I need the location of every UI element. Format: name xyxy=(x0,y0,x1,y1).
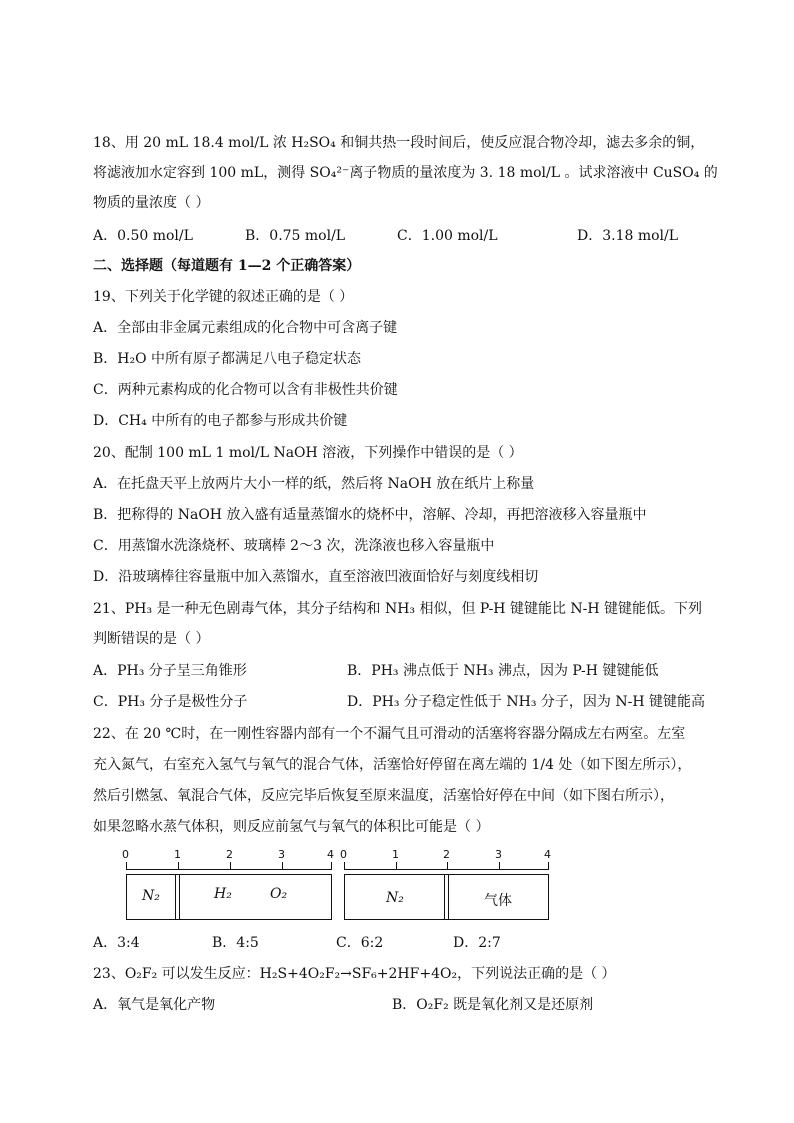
right-scale-rule xyxy=(344,869,548,870)
q20-option-d: D．沿玻璃棒往容量瓶中加入蒸馏水，直至溶液凹液面恰好与刻度线相切 xyxy=(93,569,539,585)
q22-line1: 22、在 20 ℃时，在一刚性容器内部有一个不漏气且可滑动的活塞将容器分隔成左右两室。左室 xyxy=(93,726,686,742)
right-piston xyxy=(444,874,449,920)
right-tick-2: 2 xyxy=(443,848,450,861)
piston-container-diagram xyxy=(118,848,558,928)
left-n2-label: N₂ xyxy=(142,888,160,904)
q23-option-a: A．氧气是氧化产物 xyxy=(93,997,216,1013)
q21-option-b: B．PH₃ 沸点低于 NH₃ 沸点，因为 P-H 键键能低 xyxy=(347,663,659,679)
q18-line1: 18、用 20 mL 18.4 mol/L 浓 H₂SO₄ 和铜共热一段时间后，使反应混合物冷却，滤去多余的铜， xyxy=(93,135,705,151)
q19-option-c: C．两种元素构成的化合物可以含有非极性共价键 xyxy=(93,382,398,398)
q23-option-b: B．O₂F₂ 既是氧化剂又是还原剂 xyxy=(392,997,594,1013)
q19-option-b: B．H₂O 中所有原子都满足八电子稳定状态 xyxy=(93,351,362,367)
q21-option-d: D．PH₃ 分子稳定性低于 NH₃ 分子，因为 N-H 键键能高 xyxy=(347,694,705,710)
q20-option-b: B．把称得的 NaOH 放入盛有适量蒸馏水的烧杯中，溶解、冷却，再把溶液移入容量瓶中 xyxy=(93,507,647,523)
q20-stem: 20、配制 100 mL 1 mol/L NaOH 溶液，下列操作中错误的是（ ） xyxy=(93,445,523,461)
q22-option-c: C．6:2 xyxy=(336,935,384,951)
right-tick-3: 3 xyxy=(495,848,502,861)
left-h2-label: H₂ xyxy=(214,886,232,902)
right-tick-0: 0 xyxy=(340,848,347,861)
left-o2-label: O₂ xyxy=(270,886,288,902)
q22-line3: 然后引燃氢、氧混合气体，反应完毕后恢复至原来温度，活塞恰好停在中间（如下图右所示）， xyxy=(93,788,674,804)
left-tick-1: 1 xyxy=(174,848,181,861)
q23-stem: 23、O₂F₂ 可以发生反应：H₂S+4O₂F₂→SF₆+2HF+4O₂，下列说法正确的是（ ） xyxy=(93,966,616,982)
q19-option-a: A．全部由非金属元素组成的化合物中可含离子键 xyxy=(93,320,398,336)
q21-line1: 21、PH₃ 是一种无色剧毒气体，其分子结构和 NH₃ 相似，但 P-H 键键能比 N-H 键键能低。下列 xyxy=(93,601,703,617)
q19-option-d: D．CH₄ 中所有的电子都参与形成共价键 xyxy=(93,413,348,429)
q18-line3: 物质的量浓度（ ） xyxy=(93,195,210,211)
q19-stem: 19、下列关于化学键的叙述正确的是（ ） xyxy=(93,289,354,305)
q18-line2: 将滤液加水定容到 100 mL，测得 SO₄²⁻离子物质的量浓度为 3. 18 mol/L 。试求溶液中 CuSO₄ 的 xyxy=(93,165,718,181)
right-tick-1: 1 xyxy=(392,848,399,861)
right-gas-label: 气体 xyxy=(484,893,512,909)
right-n2-label: N₂ xyxy=(386,890,404,906)
q21-option-c: C．PH₃ 分子是极性分子 xyxy=(93,694,248,710)
left-tick-4: 4 xyxy=(327,848,334,861)
q21-option-a: A．PH₃ 分子呈三角锥形 xyxy=(93,663,247,679)
q22-option-d: D．2:7 xyxy=(453,935,501,951)
q22-option-b: B．4:5 xyxy=(212,935,259,951)
left-tick-0: 0 xyxy=(122,848,129,861)
left-tick-3: 3 xyxy=(278,848,285,861)
q22-option-a: A．3:4 xyxy=(93,935,140,951)
q21-line2: 判断错误的是（ ） xyxy=(93,631,210,647)
q22-line2: 充入氮气，右室充入氢气与氧气的混合气体，活塞恰好停留在离左端的 1/4 处（如下图左所示）， xyxy=(93,757,692,773)
left-piston xyxy=(175,874,180,920)
q20-option-c: C．用蒸馏水洗涤烧杯、玻璃棒 2～3 次，洗涤液也移入容量瓶中 xyxy=(93,538,495,554)
q18-option-d: D．3.18 mol/L xyxy=(577,228,679,244)
right-tick-4: 4 xyxy=(544,848,551,861)
q18-option-c: C．1.00 mol/L xyxy=(397,228,498,244)
left-tick-2: 2 xyxy=(226,848,233,861)
q20-option-a: A．在托盘天平上放两片大小一样的纸，然后将 NaOH 放在纸片上称量 xyxy=(93,476,535,492)
left-scale-rule xyxy=(126,869,332,870)
q22-line4: 如果忽略水蒸气体积，则反应前氢气与氧气的体积比可能是（ ） xyxy=(93,819,490,835)
section-2-title: 二、选择题（每道题有 1—2 个正确答案） xyxy=(93,258,361,274)
q18-option-b: B．0.75 mol/L xyxy=(245,228,346,244)
q18-option-a: A．0.50 mol/L xyxy=(93,228,193,244)
